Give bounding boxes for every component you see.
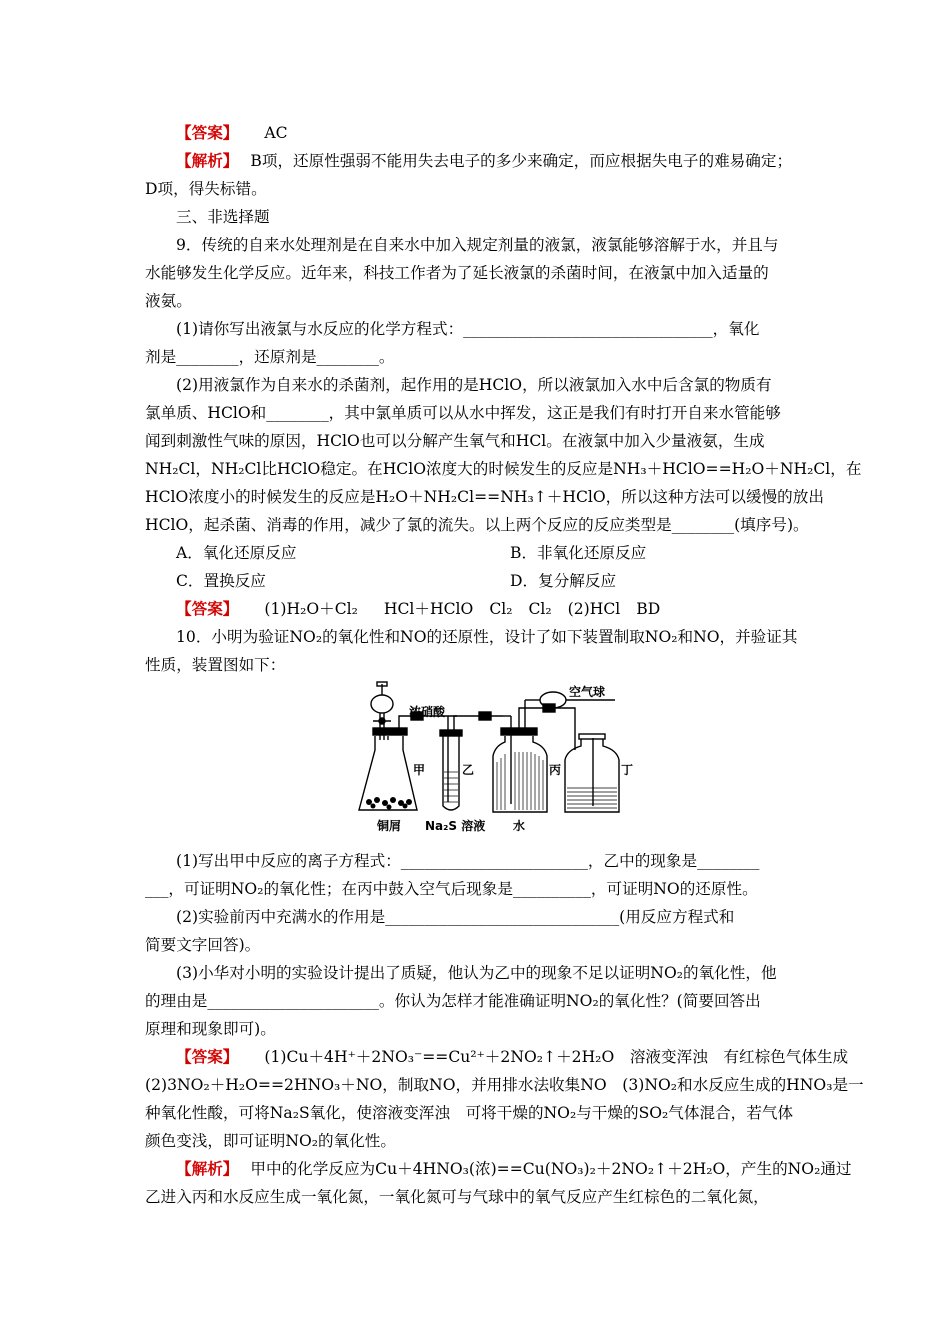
option-b: B．非氧化还原反应 [510, 544, 647, 562]
label-copper: 铜屑 [377, 819, 402, 833]
q9-stem-2: 水能够发生化学反应。近年来，科技工作者为了延长液氯的杀菌时间，在液氯中加入适量的 [145, 264, 769, 282]
solution-yi [444, 772, 458, 802]
water-hatch-bing [497, 752, 543, 810]
option-c: C．置换反应 [176, 572, 266, 590]
analysis-tag: 【解析】 [176, 1159, 239, 1178]
q9-part1-1: (1)请你写出液氯与水反应的化学方程式：________________________________，氧化 [176, 320, 760, 338]
answer-tag: 【答案】 [176, 1047, 239, 1066]
q9-stem-1: 9．传统的自来水处理剂是在自来水中加入规定剂量的液氯，液氯能够溶解于水，并且与 [176, 236, 779, 254]
q9-answer-part: HCl＋HClO [383, 600, 474, 618]
label-bing: 丙 [549, 763, 562, 777]
q9-answer-part: Cl₂ [528, 600, 552, 618]
q10-part1-1: (1)写出甲中反应的离子方程式：________________________，乙中的现象是________ [176, 852, 760, 870]
q10-part3-3: 原理和现象即可)。 [145, 1020, 276, 1038]
q10-answer-line-4: 颜色变浅，即可证明NO₂的氧化性。 [145, 1132, 396, 1150]
q10-analysis-line-2: 乙进入丙和水反应生成一氧化氮，一氧化氮可与气球中的氧气反应产生红棕色的二氧化氮， [145, 1188, 769, 1206]
apparatus-diagram [355, 680, 655, 840]
q9-answer-part: Cl₂ [489, 600, 513, 618]
q8-answer-line [176, 123, 846, 143]
q10-answer-line-3: 种氧化性酸，可将Na₂S氧化，使溶液变浑浊 可将干燥的NO₂与干燥的SO₂气体混合，若气体 [145, 1104, 794, 1122]
label-jia: 甲 [413, 763, 426, 777]
q9-part2-4: NH₂Cl，NH₂Cl比HClO稳定。在HClO浓度大的时候发生的反应是NH₃＋HClO==H₂O＋NH₂Cl，在 [145, 460, 862, 478]
q9-part2-2: 氯单质、HClO和________，其中氯单质可以从水中挥发，这正是我们有时打开自来水管能够 [145, 404, 781, 422]
answer-tag: 【答案】 [176, 599, 239, 618]
q10-analysis-line-1 [176, 1159, 852, 1179]
label-na2s: Na₂S 溶液 [425, 819, 486, 833]
label-ding: 丁 [621, 763, 634, 777]
q9-part2-6: HClO，起杀菌、消毒的作用，减少了氯的流失。以上两个反应的反应类型是________(填序号)。 [145, 516, 809, 534]
q10-answer-line-1 [176, 1047, 849, 1067]
q10-answer-line-2: (2)3NO₂＋H₂O==2HNO₃＋NO，制取NO，并用排水法收集NO (3)NO₂和水反应生成的HNO₃是一 [145, 1076, 864, 1094]
q10-part3-2: 的理由是______________________。你认为怎样才能准确证明NO₂的氧化性？(简要回答出 [145, 992, 761, 1010]
q9-answer-part: BD [636, 600, 661, 618]
conical-flask-jia [359, 728, 417, 810]
label-balloon: 空气球 [569, 685, 606, 699]
option-a: A．氧化还原反应 [176, 544, 297, 562]
q10-stem-1: 10．小明为验证NO₂的氧化性和NO的还原性，设计了如下装置制取NO₂和NO，并验证其 [176, 628, 798, 646]
q10-answer-text-1: (1)Cu＋4H⁺＋2NO₃⁻==Cu²⁺＋2NO₂↑＋2H₂O 溶液变浑浊 有红棕色气体生成 [264, 1048, 849, 1066]
q10-stem-2: 性质，装置图如下： [145, 656, 286, 674]
section-title: 三、非选择题 [176, 208, 270, 226]
q10-part3-1: (3)小华对小明的实验设计提出了质疑，他认为乙中的现象不足以证明NO₂的氧化性，他 [176, 964, 777, 982]
q10-part1-2: ___，可证明NO₂的氧化性；在丙中鼓入空气后现象是__________，可证明NO的还原性。 [145, 880, 758, 898]
q10-part2-1: (2)实验前丙中充满水的作用是______________________________(用反应方程式和 [176, 908, 735, 926]
q8-analysis-line-1 [176, 151, 846, 171]
q9-answer-line [176, 599, 846, 619]
q9-part2-3: 闻到刺激性气味的原因，HClO也可以分解产生氧气和HCl。在液氯中加入少量液氨，生成 [145, 432, 765, 450]
q9-part2-1: (2)用液氯作为自来水的杀菌剂，起作用的是HClO，所以液氯加入水中后含氯的物质有 [176, 376, 772, 394]
q9-stem-3: 液氨。 [145, 292, 192, 310]
q10-part2-2: 简要文字回答)。 [145, 936, 261, 954]
q8-analysis-line-2: D项，得失标错。 [145, 180, 267, 198]
option-d: D．复分解反应 [510, 572, 617, 590]
q9-answer-part: (1)H₂O＋Cl₂ [264, 600, 358, 618]
answer-tag: 【答案】 [176, 123, 239, 142]
water-lines-ding [567, 788, 617, 808]
analysis-tag: 【解析】 [176, 151, 239, 170]
q10-analysis-text-1: 甲中的化学反应为Cu＋4HNO₃(浓)==Cu(NO₃)₂＋2NO₂↑＋2H₂O，产生的NO₂通过 [250, 1160, 852, 1178]
label-water: 水 [513, 819, 526, 833]
label-acid: 浓硝酸 [409, 705, 446, 719]
copper-turnings [366, 797, 412, 810]
label-yi: 乙 [462, 763, 475, 777]
q9-part2-5: HClO浓度小的时候发生的反应是H₂O＋NH₂Cl==NH₃↑＋HClO，所以这种方法可以缓慢的放出 [145, 488, 824, 506]
q8-answer: AC [264, 124, 288, 142]
q9-part1-2: 剂是________，还原剂是________。 [145, 348, 395, 366]
q8-analysis-text-1: B项，还原性强弱不能用失去电子的多少来确定，而应根据失电子的难易确定； [250, 152, 793, 170]
q9-answer-part: (2)HCl [567, 600, 621, 618]
